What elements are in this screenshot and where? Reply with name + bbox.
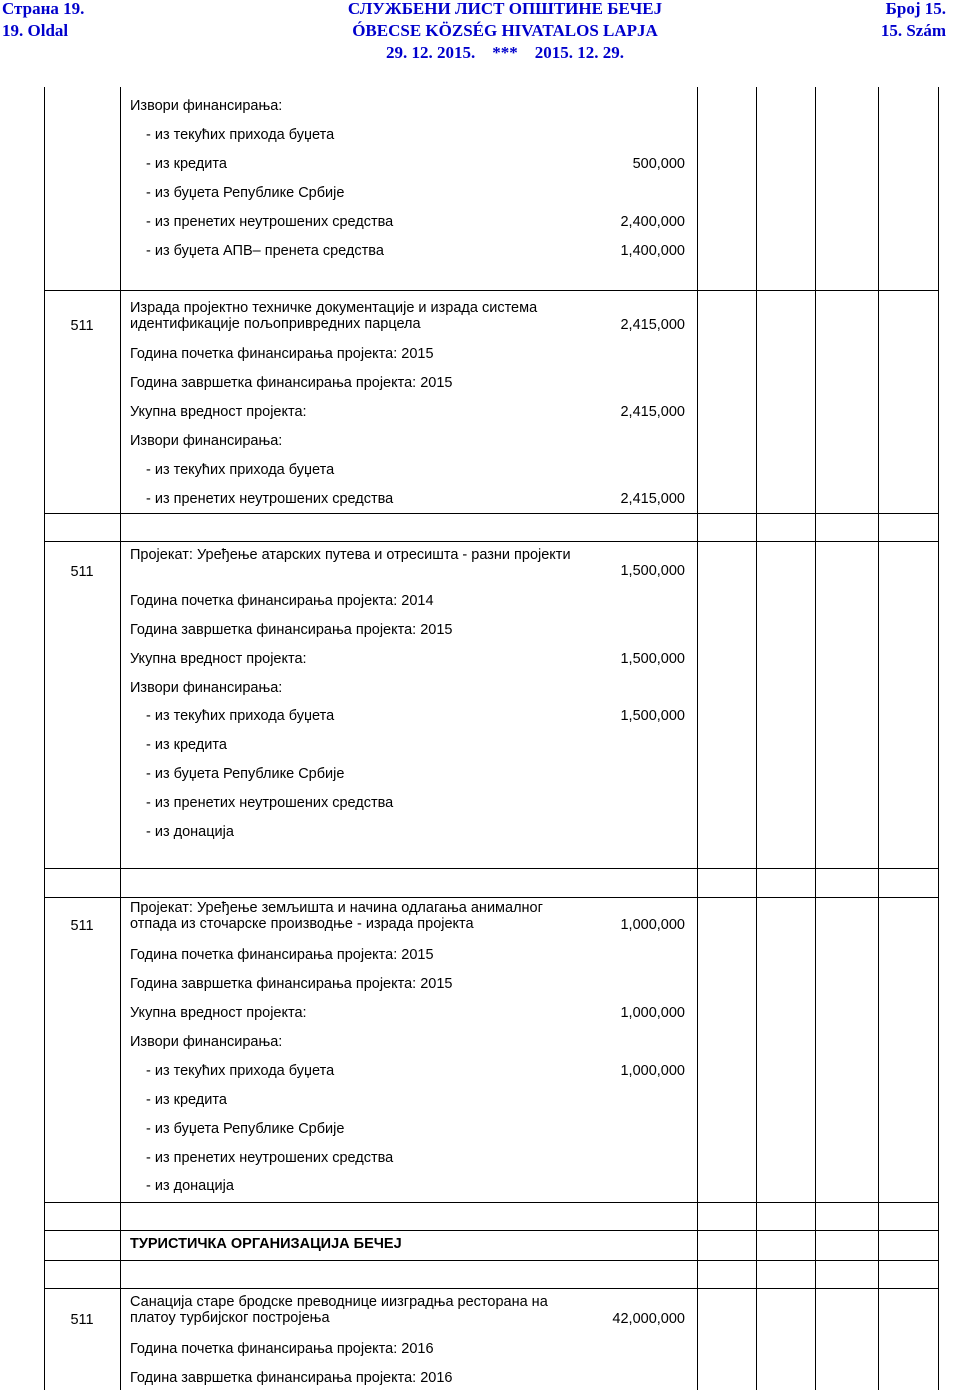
table-row (146, 794, 685, 812)
row-label: - из текућих прихода буџета (146, 1063, 335, 1079)
table-row (146, 126, 685, 144)
project-row (130, 300, 685, 334)
row-label: Извори финансирања: (130, 433, 283, 449)
section-heading (130, 1235, 685, 1253)
column-rule (815, 87, 816, 1390)
project-row (130, 900, 685, 934)
row-label: Година почетка финансирања пројекта: 2014 (130, 593, 434, 609)
row-label: Укупна вредност пројекта: (130, 1005, 307, 1021)
project-title: Израда пројектно техничке документације и израда система идентификације пољопривредних парцела (130, 300, 538, 332)
page-number-hu: 19. Oldal (2, 21, 69, 40)
table-row (130, 97, 685, 115)
table-row (130, 345, 685, 363)
row-separator (44, 290, 939, 291)
table-row (146, 823, 685, 841)
project-row (130, 1294, 685, 1328)
issue-number-hu: 15. Szám (880, 21, 946, 40)
row-label: Година почетка финансирања пројекта: 2015 (130, 947, 434, 963)
column-rule (120, 87, 121, 1390)
gazette-title-sr: СЛУЖБЕНИ ЛИСТ ОПШТИНЕ БЕЧЕЈ (347, 0, 663, 18)
row-separator (44, 1202, 939, 1203)
row-label: Година почетка финансирања пројекта: 2015 (130, 346, 434, 362)
account-code: 511 (70, 1312, 94, 1328)
row-separator (44, 868, 939, 869)
table-row (146, 1120, 685, 1138)
table-row (130, 679, 685, 697)
table-row (146, 461, 685, 479)
table-row (146, 736, 685, 754)
row-separator (44, 541, 939, 542)
row-label: - из пренетих неутрошених средства (146, 1150, 394, 1166)
table-row (146, 1177, 685, 1195)
row-label: - из кредита (146, 1092, 227, 1108)
table-row (146, 490, 685, 508)
row-label: Извори финансирања: (130, 1034, 283, 1050)
row-separator (44, 1260, 939, 1261)
table-row (146, 1062, 685, 1080)
table-row (130, 975, 685, 993)
table-row (130, 1340, 685, 1358)
row-label: - из пренетих неутрошених средства (146, 491, 394, 507)
table-row (146, 707, 685, 725)
account-code: 511 (70, 564, 94, 580)
row-label: Година завршетка финансирања пројекта: 2015 (130, 622, 453, 638)
table-row (130, 621, 685, 639)
row-label: - из текућих прихода буџета (146, 127, 335, 143)
row-label: Година завршетка финансирања пројекта: 2015 (130, 976, 453, 992)
table-row (146, 242, 685, 260)
gazette-title-hu: ÓBECSE KÖZSÉG HIVATALOS LAPJA (352, 21, 658, 40)
table-row (146, 155, 685, 173)
row-label: - из пренетих неутрошених средства (146, 214, 394, 230)
row-label: - из пренетих неутрошених средства (146, 795, 394, 811)
row-label: Година почетка финансирања пројекта: 2016 (130, 1341, 434, 1357)
column-rule (756, 87, 757, 1390)
account-code: 511 (70, 318, 94, 334)
table-row (130, 1369, 685, 1387)
account-code: 511 (70, 918, 94, 934)
row-amount: 2,400,000 (620, 214, 685, 230)
row-label: - из буџета Републике Србије (146, 185, 345, 201)
row-amount: 2,415,000 (620, 491, 685, 507)
table-row (130, 946, 685, 964)
row-label: Укупна вредност пројекта: (130, 404, 307, 420)
row-separator (44, 513, 939, 514)
column-rule (697, 87, 698, 1390)
row-amount: 42,000,000 (612, 1311, 685, 1327)
column-rule (938, 87, 939, 1390)
table-row (130, 1004, 685, 1022)
table-row (130, 374, 685, 392)
row-separator (44, 1230, 939, 1231)
row-label: Извори финансирања: (130, 98, 283, 114)
row-label: - из буџета Републике Србије (146, 1121, 345, 1137)
row-label: - из буџета Републике Србије (146, 766, 345, 782)
table-row (146, 1091, 685, 1109)
row-label: - из текућих прихода буџета (146, 462, 335, 478)
row-label: - из кредита (146, 156, 227, 172)
table-row (130, 650, 685, 668)
row-label: Укупна вредност пројекта: (130, 651, 307, 667)
column-rule (44, 87, 45, 1390)
project-title: Пројекат: Уређење земљишта и начина одлагања анималног отпада из сточарске производње - израда пројекта (130, 900, 543, 932)
row-amount: 1,000,000 (620, 917, 685, 933)
row-amount: 1,500,000 (620, 563, 685, 579)
issue-date: 29. 12. 2015. *** 2015. 12. 29. (386, 43, 624, 62)
project-row (130, 546, 685, 580)
project-title: Санација старе бродске преводнице иизградња ресторана на платоу турбијског постројења (130, 1294, 548, 1326)
column-rule (878, 87, 879, 1390)
issue-number-sr: Број 15. (885, 0, 946, 18)
row-label: - из текућих прихода буџета (146, 708, 335, 724)
row-separator (44, 1288, 939, 1289)
row-amount: 2,415,000 (620, 317, 685, 333)
row-label: - из донација (146, 824, 234, 840)
project-title: Пројекат: Уређење атарских путева и отресишта - разни пројекти (130, 547, 571, 563)
row-label: Извори финансирања: (130, 680, 283, 696)
row-label: - из буџета АПВ– пренета средства (146, 243, 384, 259)
table-row (146, 1149, 685, 1167)
row-amount: 500,000 (632, 156, 685, 172)
row-label: Година завршетка финансирања пројекта: 2015 (130, 375, 453, 391)
table-row (130, 432, 685, 450)
row-amount: 1,000,000 (620, 1005, 685, 1021)
row-label: - из кредита (146, 737, 227, 753)
table-row (130, 403, 685, 421)
table-row (130, 1033, 685, 1051)
table-row (146, 184, 685, 202)
row-separator (44, 897, 939, 898)
row-amount: 1,500,000 (620, 651, 685, 667)
row-amount: 1,400,000 (620, 243, 685, 259)
section-title: ТУРИСТИЧКА ОРГАНИЗАЦИЈА БЕЧЕЈ (130, 1236, 402, 1252)
row-label: - из донација (146, 1178, 234, 1194)
table-row (146, 213, 685, 231)
page-number-sr: Страна 19. (2, 0, 85, 18)
row-amount: 2,415,000 (620, 404, 685, 420)
table-row (146, 765, 685, 783)
table-row (130, 592, 685, 610)
row-amount: 1,500,000 (620, 708, 685, 724)
row-label: Година завршетка финансирања пројекта: 2016 (130, 1370, 453, 1386)
row-amount: 1,000,000 (620, 1063, 685, 1079)
